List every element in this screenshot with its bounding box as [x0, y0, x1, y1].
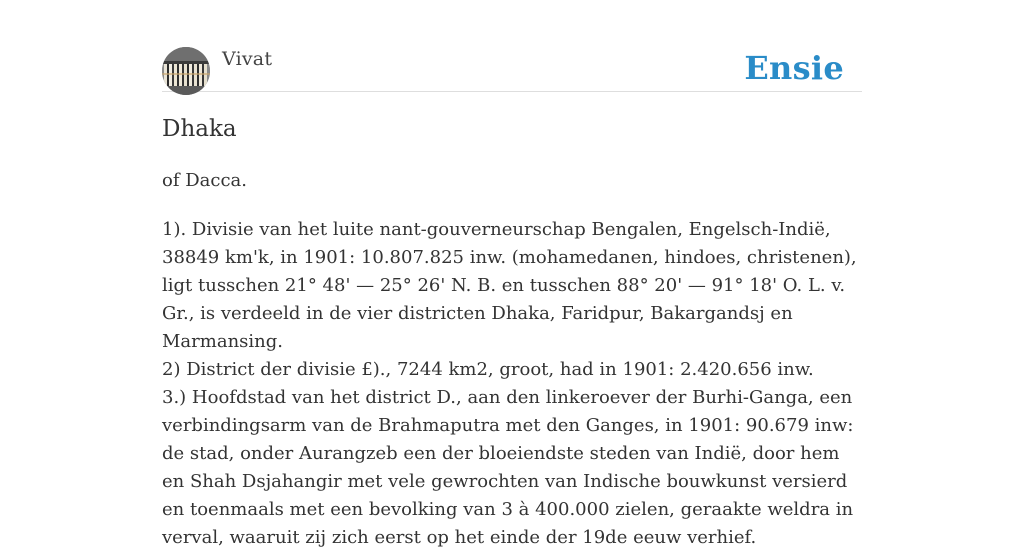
author-name[interactable]: Vivat: [222, 48, 273, 70]
avatar[interactable]: [162, 47, 210, 95]
page-title: Dhaka: [162, 116, 237, 142]
bookshelf-avatar-icon: [162, 47, 210, 95]
paragraph-3: 3.) Hoofdstad van het district D., aan den linkeroever der Burhi-Ganga, een verbindingsarm van de Brahmaputra met den Ganges, in 1901: 90.679 inw: de stad, onder Aurangzeb een der bloeiendste steden van Indië, door hem en Shah Dsjahangir met vele gewrochten van Indische bouwkunst versierd en toenmaals met een bevolking van 3 à 400.000 zielen, geraakte weldra in verval, waaruit zij zich eerst op het einde der 19de eeuw verhief.: [162, 387, 854, 548]
paragraph-1: 1). Divisie van het luite nant-gouverneurschap Bengalen, Engelsch-Indië, 38849 km'k, in 1901: 10.807.825 inw. (mohamedanen, hindoes, christenen), ligt tusschen 21° 48' — 25° 26' N. B. en tusschen 88° 20' — 91° 18' O. L. v. Gr., is verdeeld in de vier districten Dhaka, Faridpur, Bakargandsj en Marmansing.: [162, 219, 857, 352]
header: [162, 45, 862, 92]
article-body: [162, 216, 867, 552]
subtitle: of Dacca.: [162, 170, 247, 191]
paragraph-2: 2) District der divisie £)., 7244 km2, groot, had in 1901: 2.420.656 inw.: [162, 359, 814, 380]
brand-logo[interactable]: Ensie: [744, 49, 844, 87]
